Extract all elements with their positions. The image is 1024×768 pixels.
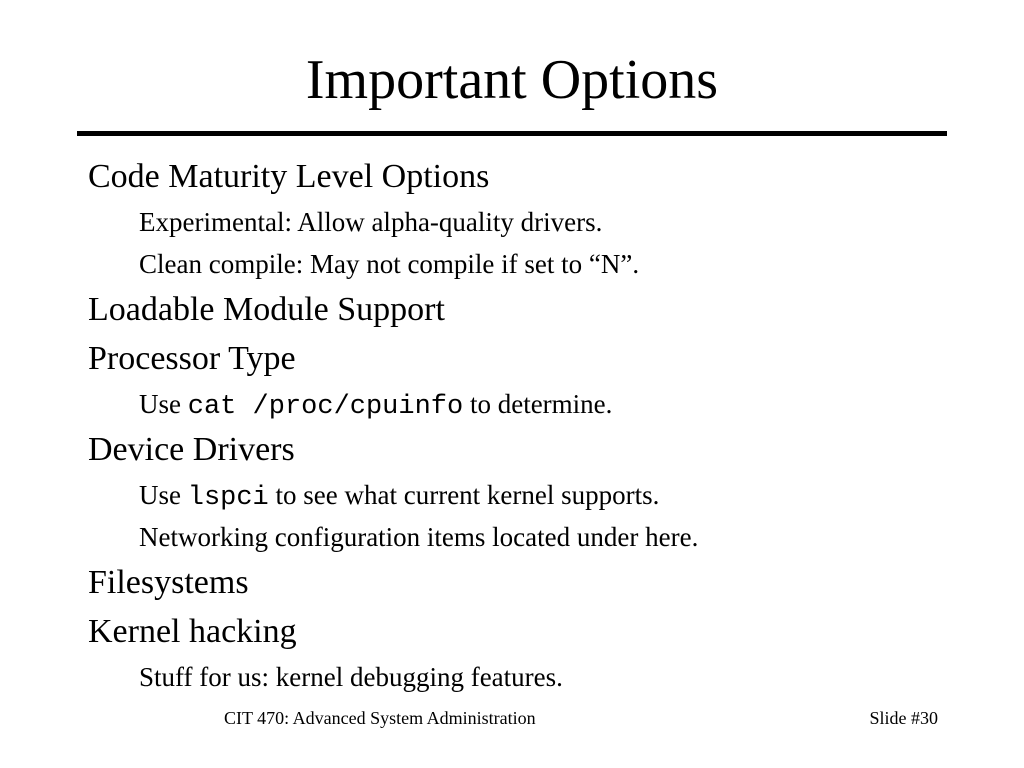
command-lspci: lspci <box>187 483 269 513</box>
bullet-processor-type: Processor Type <box>88 340 296 377</box>
sub-bullet-lspci-post: to see what current kernel supports. <box>268 480 660 510</box>
sub-bullet-experimental: Experimental: Allow alpha-quality drivers. <box>139 207 603 237</box>
footer-course: CIT 470: Advanced System Administration <box>224 708 536 728</box>
command-cat-cpuinfo: cat /proc/cpuinfo <box>187 392 464 422</box>
title-divider <box>77 131 947 136</box>
sub-bullet-lspci <box>88 474 968 516</box>
bullet-code-maturity: Code Maturity Level Options <box>88 158 490 195</box>
sub-bullet-cpuinfo-pre: Use <box>139 389 188 419</box>
sub-bullet-debugging: Stuff for us: kernel debugging features. <box>139 662 563 692</box>
bullet-filesystems: Filesystems <box>88 564 249 601</box>
sub-bullet-clean-compile: Clean compile: May not compile if set to “N”. <box>139 249 640 279</box>
sub-bullet-networking: Networking configuration items located under here. <box>139 522 699 552</box>
bullet-kernel-hacking: Kernel hacking <box>88 613 297 650</box>
bullet-loadable-module: Loadable Module Support <box>88 291 445 328</box>
sub-bullet-cpuinfo <box>88 383 968 425</box>
footer-slide-number: Slide #30 <box>869 708 938 728</box>
bullet-device-drivers: Device Drivers <box>88 431 295 468</box>
sub-bullet-lspci-pre: Use <box>139 480 188 510</box>
sub-bullet-cpuinfo-post: to determine. <box>463 389 613 419</box>
slide-title: Important Options <box>305 49 719 111</box>
bullet-list <box>88 152 968 698</box>
